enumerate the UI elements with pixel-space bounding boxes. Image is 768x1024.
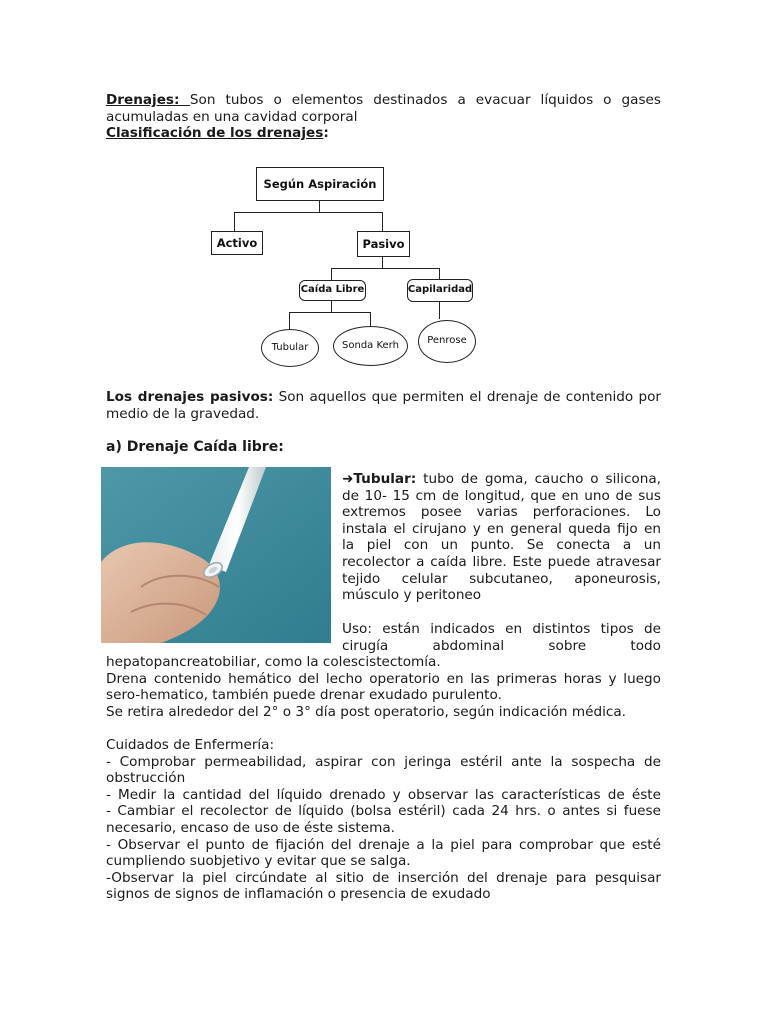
care-item: necesario, encaso de uso de éste sistema. — [106, 819, 396, 836]
connector — [331, 268, 439, 269]
classification-diagram — [200, 160, 490, 375]
uso-paragraph-right — [342, 621, 661, 654]
passive-drains-heading: Los drenajes pasivos: — [106, 389, 274, 405]
arrow-icon: ➜ — [342, 471, 354, 487]
uso-paragraph — [106, 654, 661, 720]
care-item: - Observar el punto de fijación del drenaje a la piel para comprobar que esté — [106, 836, 661, 853]
drenajes-term: Drenajes: — [106, 92, 190, 108]
connector — [382, 212, 383, 232]
drenajes-definition-2: acumuladas en una cavidad corporal — [106, 108, 358, 125]
uso-line: Uso: están indicados en distintos tipos de — [342, 621, 661, 637]
care-item: cumpliendo suobjetivo y evitar que se salga. — [106, 853, 411, 870]
tubular-line: extremos posee varias perforaciones. Lo — [342, 504, 661, 521]
connector — [319, 200, 320, 212]
uso-line: cirugía abdominal sobre todo — [342, 637, 661, 654]
node-capilaridad: Capilaridad — [407, 279, 473, 302]
tubular-line: la piel con un punto. Se conecta a un — [342, 537, 661, 554]
drenajes-definition-1: Son tubos o elementos destinados a evacuar líquidos o gases — [189, 92, 661, 108]
node-pasivo: Pasivo — [357, 231, 410, 257]
connector — [234, 212, 382, 213]
connector — [439, 300, 440, 319]
care-item: signos de signos de inflamación o presencia de exudado — [106, 886, 491, 903]
node-tubular: Tubular — [261, 329, 319, 367]
tubular-line: de 10- 15 cm de longitud, que en uno de sus — [342, 487, 661, 504]
node-segun-aspiracion: Según Aspiración — [256, 167, 384, 201]
classification-heading: Clasificación de los drenajes — [106, 125, 324, 142]
classification-colon: : — [323, 125, 329, 142]
node-caida-libre: Caída Libre — [299, 280, 366, 301]
tubular-drain-photo — [101, 467, 331, 643]
node-penrose: Penrose — [418, 320, 476, 363]
connector — [331, 300, 332, 312]
uso-line: hepatopancreatobiliar, como la colescistectomía. — [106, 654, 441, 670]
uso-line: sero-hematico, también puede drenar exudado purulento. — [106, 687, 502, 704]
passive-drains-text-2: medio de la gravedad. — [106, 405, 260, 422]
connector — [289, 312, 370, 313]
care-item: - Medir la cantidad del líquido drenado y observar las características de éste — [106, 786, 661, 803]
tubular-label: Tubular: — [353, 471, 417, 487]
connector — [234, 212, 235, 232]
care-item: - Comprobar permeabilidad, aspirar con jeringa estéril ante la sospecha de — [106, 753, 661, 770]
nursing-care-section — [106, 737, 661, 903]
connector — [382, 256, 383, 268]
node-activo: Activo — [211, 231, 263, 255]
section-a-heading: a) Drenaje Caída libre: — [106, 439, 284, 455]
section-a-heading-wrap — [106, 439, 661, 456]
passive-drains-paragraph — [106, 389, 661, 422]
tubular-line: tejido celular subcutaneo, aponeurosis, — [342, 570, 661, 587]
tubular-line: instala el cirujano y en general queda fijo en — [342, 520, 661, 537]
tubular-drain-illustration — [101, 467, 331, 643]
uso-line: Drena contenido hemático del lecho operatorio en las primeras horas y luego — [106, 670, 661, 687]
intro-paragraph — [106, 92, 661, 142]
connector — [331, 268, 332, 280]
node-sonda-kerh: Sonda Kerh — [333, 326, 408, 366]
care-item: -Observar la piel circúndate al sitio de inserción del drenaje para pesquisar — [106, 869, 661, 886]
tubular-line: músculo y peritoneo — [342, 587, 482, 604]
tubular-description — [342, 471, 661, 604]
connector — [289, 312, 290, 329]
tubular-line: tubo de goma, caucho o silicona, — [416, 471, 661, 487]
care-item: - Cambiar el recolector de líquido (bolsa estéril) cada 24 hrs. o antes si fuese — [106, 803, 661, 820]
nursing-care-title: Cuidados de Enfermería: — [106, 737, 275, 753]
uso-line: Se retira alrededor del 2° o 3° día post operatorio, según indicación médica. — [106, 703, 626, 720]
connector — [370, 312, 371, 327]
care-item: obstrucción — [106, 770, 186, 787]
passive-drains-text-1: Son aquellos que permiten el drenaje de contenido por — [273, 389, 661, 405]
tubular-line: recolector a caída libre. Este puede atravesar — [342, 553, 661, 570]
